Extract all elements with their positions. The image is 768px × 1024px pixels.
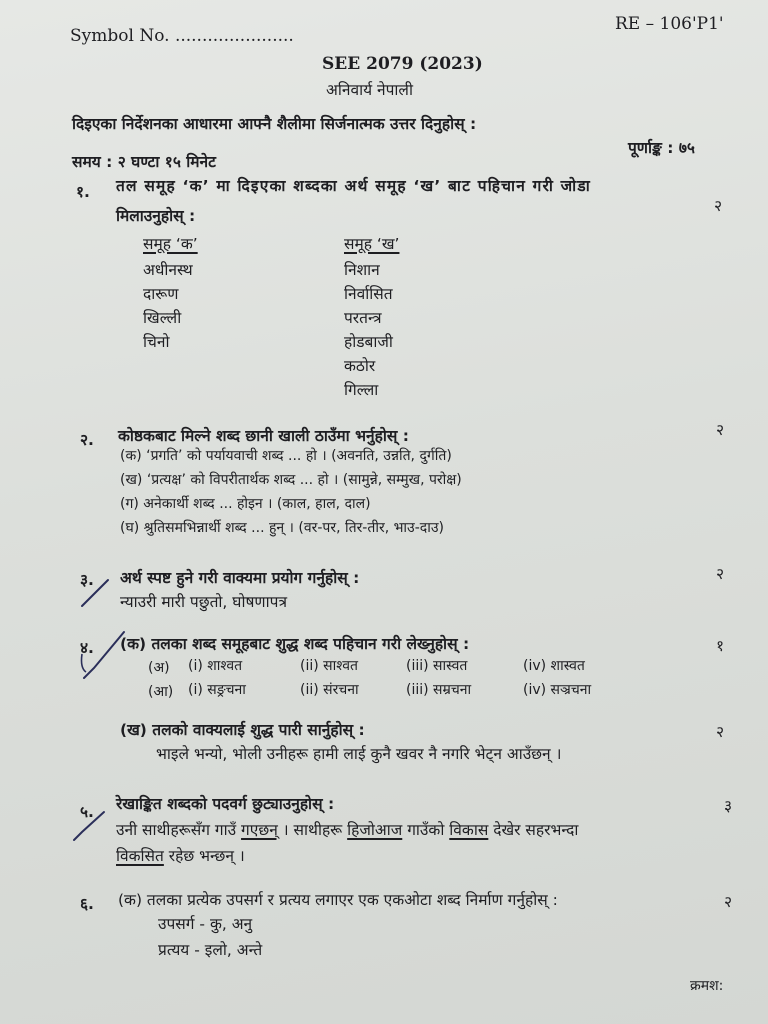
sub-item: (ग) अनेकार्थी शब्द ... होइन । (काल, हाल, दाल) (120, 496, 371, 512)
sub-item: (ख) ‘प्रत्यक्ष’ को विपरीतार्थक शब्द ... हो । (सामुन्ने, सम्मुख, परोक्ष) (120, 472, 462, 488)
continued-label: क्रमश: (690, 978, 724, 994)
question-number: ३. (80, 571, 94, 589)
group-a-item: चिनो (143, 333, 170, 351)
question-text: तल समूह ‘क’ मा दिइएका शब्दका अर्थ समूह ‘ख’ बाट पहिचान गरी जोडा (116, 177, 591, 195)
marks: २ (716, 421, 725, 439)
symbol-number: Symbol No. ...................... (70, 26, 294, 46)
text: उनी साथीहरूसँग गाउँ (116, 821, 242, 839)
text: । साथीहरू (277, 821, 348, 839)
marks: २ (716, 565, 725, 583)
group-a-header: समूह ‘क’ (143, 235, 198, 253)
main-instruction: दिइएका निर्देशनका आधारमा आफ्नै शैलीमा सिर्जनात्मक उत्तर दिनुहोस् : (72, 115, 477, 133)
question-text: अर्थ स्पष्ट हुने गरी वाक्यमा प्रयोग गर्नुहोस् : (120, 569, 360, 587)
full-marks: पूर्णाङ्क : ७५ (628, 139, 695, 157)
marks: ३ (724, 797, 733, 815)
question-number: २. (80, 431, 94, 449)
prefix-list: उपसर्ग - कु, अनु (158, 915, 253, 933)
group-a-item: दारूण (143, 285, 179, 303)
question-number: ६. (80, 895, 94, 913)
sentence-line-2 (116, 844, 245, 866)
group-b-item: निशान (344, 261, 380, 279)
question-text-a: (क) तलका शब्द समूहबाट शुद्ध शब्द पहिचान गरी लेख्नुहोस् : (120, 635, 470, 653)
group-b-item: निर्वासित (344, 285, 393, 303)
option: (i) सङ्रचना (188, 682, 246, 698)
sub-item: (घ) श्रुतिसमभिन्नार्थी शब्द ... हुन् । (वर-पर, तिर-तीर, भाउ-दाउ) (120, 520, 444, 536)
sentence: भाइले भन्यो, भोली उनीहरू हामी लाई कुनै खवर नै नगरि भेट्न आउँछन् । (156, 745, 562, 763)
marks: २ (724, 893, 733, 911)
group-b-item: गिल्ला (344, 381, 379, 399)
question-text-b: (ख) तलको वाक्यलाई शुद्ध पारी सार्नुहोस् : (120, 721, 365, 739)
group-b-header: समूह ‘ख’ (344, 235, 400, 253)
pen-tick-mark (70, 806, 110, 846)
group-b-item: होडबाजी (344, 333, 393, 351)
question-text-cont: मिलाउनुहोस् : (116, 207, 196, 225)
marks: १ (716, 637, 725, 655)
underlined-word: विकसित (116, 847, 164, 865)
suffix-list: प्रत्यय - इलो, अन्ते (158, 941, 263, 959)
pen-tick-mark (76, 628, 136, 688)
text: गाउँको (402, 821, 450, 839)
option: (iii) सम्रचना (406, 682, 472, 698)
option: (iv) सञ्रचना (523, 682, 592, 698)
pen-tick-mark (78, 576, 118, 612)
group-a-item: खिल्ली (143, 309, 182, 327)
underlined-word: गएछन् (241, 821, 278, 839)
marks: २ (716, 723, 725, 741)
subject-title: अनिवार्य नेपाली (326, 81, 413, 99)
option-label: (आ) (148, 684, 174, 700)
question-number: ४. (80, 639, 94, 657)
option: (ii) साश्वत (300, 658, 358, 674)
question-text: (क) तलका प्रत्येक उपसर्ग र प्रत्यय लगाएर एक एकओटा शब्द निर्माण गर्नुहोस् : (118, 891, 558, 909)
question-number: १. (76, 183, 90, 201)
sub-item: (क) ‘प्रगति’ को पर्यायवाची शब्द ... हो । (अवनति, उन्नति, दुर्गति) (120, 448, 452, 464)
group-b-item: परतन्त्र (344, 309, 382, 327)
time-allowed: समय : २ घण्टा १५ मिनेट (72, 153, 216, 171)
option: (ii) संरचना (300, 682, 359, 698)
underlined-word: हिजोआज (347, 821, 403, 839)
option-label: (अ) (148, 660, 170, 676)
marks: २ (714, 197, 723, 215)
question-number: ५. (80, 803, 94, 821)
word-list: न्याउरी मारी पछुतो, घोषणापत्र (120, 593, 288, 611)
option: (i) शाश्वत (188, 658, 243, 674)
question-text: रेखाङ्कित शब्दको पदवर्ग छुट्याउनुहोस् : (116, 795, 335, 813)
group-b-item: कठोर (344, 357, 376, 375)
text: देखेर सहरभन्दा (488, 821, 579, 839)
text: रहेछ भन्छन् । (163, 847, 245, 865)
option: (iii) सास्वत (406, 658, 468, 674)
underlined-word: विकास (449, 821, 489, 839)
sentence-line-1 (116, 818, 578, 840)
group-a-item: अधीनस्थ (143, 261, 193, 279)
question-text: कोष्ठकबाट मिल्ने शब्द छानी खाली ठाउँमा भर्नुहोस् : (118, 427, 409, 445)
option: (iv) शास्वत (523, 658, 585, 674)
paper-code: RE – 106'P1' (615, 14, 724, 34)
exam-title: SEE 2079 (2023) (322, 54, 483, 74)
